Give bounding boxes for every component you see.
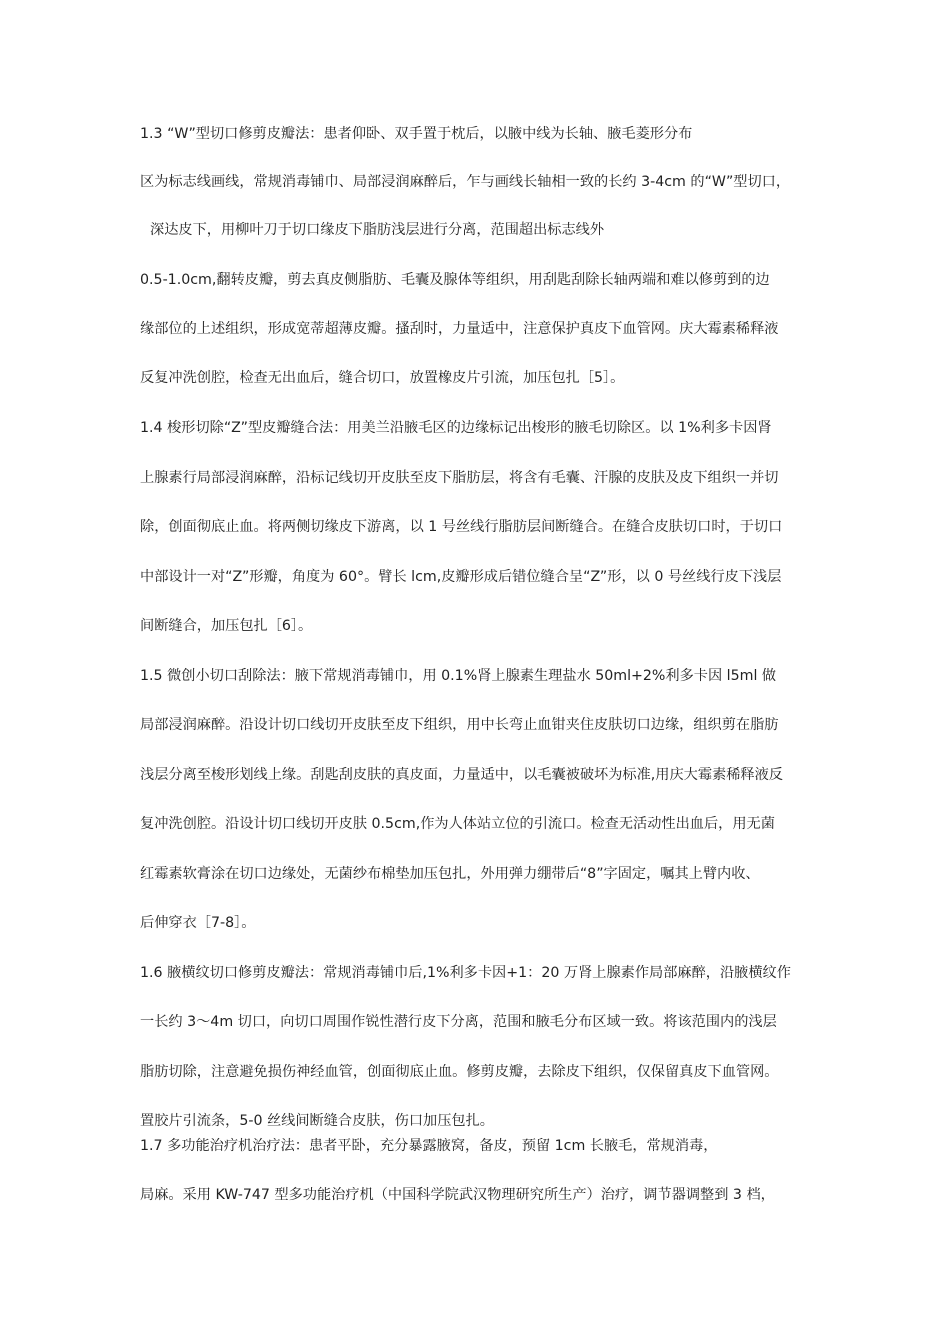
text-line-1-3-heading: 1.3 “W”型切口修剪皮瓣法：患者仰卧、双手置于枕后，以腋中线为长轴、腋毛菱形分布 xyxy=(140,126,693,142)
text-line: 置胶片引流条，5-0 丝线间断缝合皮肤，伤口加压包扎。 xyxy=(140,1113,494,1129)
text-line: 局部浸润麻醉。沿设计切口线切开皮肤至皮下组织，用中长弯止血钳夹住皮肤切口边缘，组织剪在脂肪 xyxy=(140,717,779,733)
text-line: 除，创面彻底止血。将两侧切缘皮下游离，以 1 号丝线行脂肪层间断缝合。在缝合皮肤切口时，于切口 xyxy=(140,519,783,535)
text-line: 反复冲洗创腔，检查无出血后，缝合切口，放置橡皮片引流，加压包扎［5］。 xyxy=(140,370,625,386)
text-line: 复冲洗创腔。沿设计切口线切开皮肤 0.5cm,作为人体站立位的引流口。检查无活动性出血后，用无菌 xyxy=(140,816,775,832)
text-line: 一长约 3～4m 切口，向切口周围作锐性潜行皮下分离，范围和腋毛分布区域一致。将该范围内的浅层 xyxy=(140,1014,777,1030)
text-line-1-4-heading: 1.4 梭形切除“Z”型皮瓣缝合法：用美兰沿腋毛区的边缘标记出梭形的腋毛切除区。以 1%利多卡因肾 xyxy=(140,420,772,436)
text-line: 局麻。采用 KW-747 型多功能治疗机（中国科学院武汉物理研究所生产）治疗，调节器调整到 3 档， xyxy=(140,1187,775,1203)
text-line: 红霉素软膏涂在切口边缘处，无菌纱布棉垫加压包扎，外用弹力绷带后“8”字固定，嘱其上臂内收、 xyxy=(140,866,760,882)
text-line: 深达皮下，用柳叶刀于切口缘皮下脂肪浅层进行分离，范围超出标志线外 xyxy=(150,222,605,238)
text-line: 0.5-1.0cm,翻转皮瓣，剪去真皮侧脂肪、毛囊及腺体等组织，用刮匙刮除长轴两端和难以修剪到的边 xyxy=(140,272,770,288)
text-line: 后伸穿衣［7-8］。 xyxy=(140,915,256,931)
text-line: 区为标志线画线，常规消毒铺巾、局部浸润麻醉后，乍与画线长轴相一致的长约 3-4cm 的“W”型切口， xyxy=(140,174,791,190)
text-line-1-6-heading: 1.6 腋横纹切口修剪皮瓣法：常规消毒铺巾后,1%利多卡因+1：20 万肾上腺素作局部麻醉，沿腋横纹作 xyxy=(140,965,791,981)
text-line-1-5-heading: 1.5 微创小切口刮除法：腋下常规消毒铺巾，用 0.1%肾上腺素生理盐水 50ml+2%利多卡因 l5ml 做 xyxy=(140,668,777,684)
text-line: 缘部位的上述组织，形成宽蒂超薄皮瓣。搔刮时，力量适中，注意保护真皮下血管网。庆大霉素稀释液 xyxy=(140,321,779,337)
text-line-1-7-heading: 1.7 多功能治疗机治疗法：患者平卧，充分暴露腋窝，备皮，预留 1cm 长腋毛，常规消毒， xyxy=(140,1138,718,1154)
text-line: 上腺素行局部浸润麻醉，沿标记线切开皮肤至皮下脂肪层，将含有毛囊、汗腺的皮肤及皮下组织一并切 xyxy=(140,470,779,486)
text-line: 中部设计一对“Z”形瓣，角度为 60°。臂长 lcm,皮瓣形成后错位缝合呈“Z”形，以 0 号丝线行皮下浅层 xyxy=(140,569,782,585)
text-line: 浅层分离至梭形划线上缘。刮匙刮皮肤的真皮面，力量适中，以毛囊被破坏为标准,用庆大霉素稀释液反 xyxy=(140,767,783,783)
text-line: 脂肪切除，注意避免损伤神经血管，创面彻底止血。修剪皮瓣，去除皮下组织，仅保留真皮下血管网。 xyxy=(140,1064,779,1080)
text-line: 间断缝合，加压包扎［6］。 xyxy=(140,618,313,634)
